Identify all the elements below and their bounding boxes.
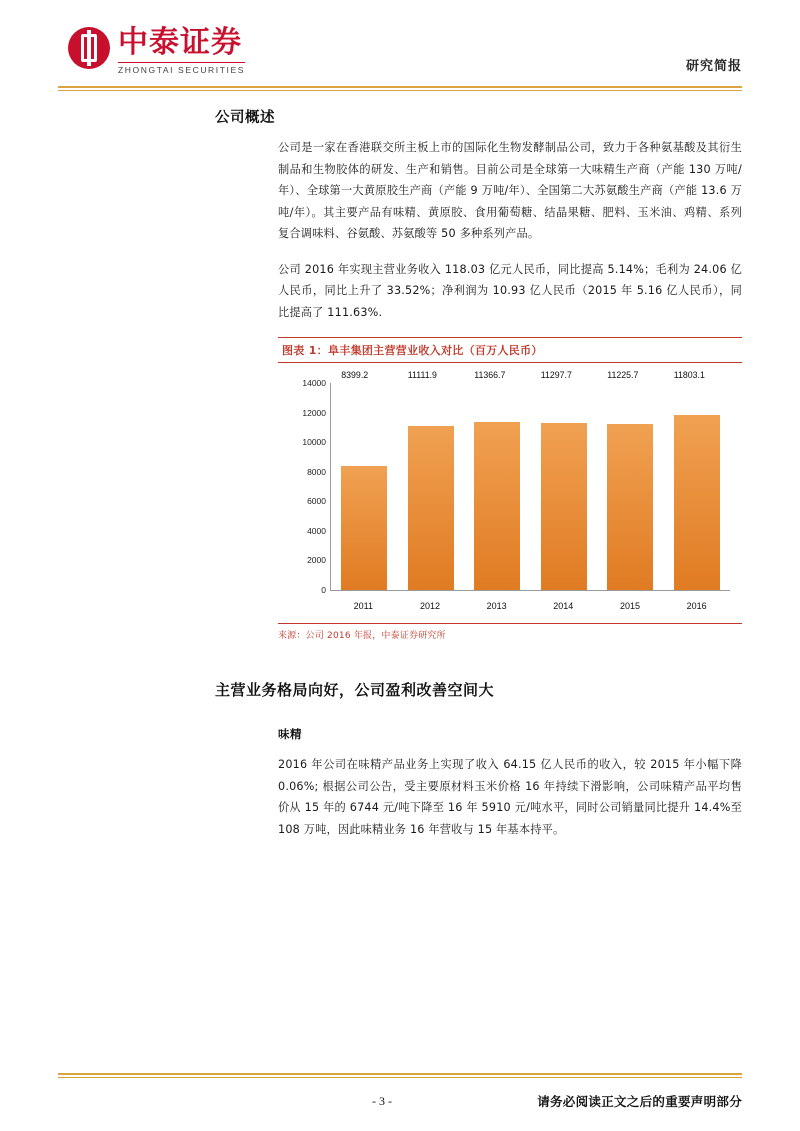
bar-2012 (407, 370, 454, 590)
y-tick-2000: 2000 (307, 555, 326, 566)
bar-2016 (673, 370, 720, 590)
company-logo (68, 27, 245, 75)
bar-chart (278, 369, 742, 621)
x-label-2012: 2012 (419, 601, 440, 611)
footer-divider-thin (58, 1077, 742, 1078)
chart-x-axis-labels (330, 601, 730, 611)
bar-column-2016 (673, 370, 720, 590)
y-tick-8000: 8000 (307, 466, 326, 477)
x-label-2013: 2013 (486, 601, 507, 611)
document-type-label: 研究简报 (685, 59, 742, 74)
chart-plot-area (302, 370, 730, 595)
bar-column-2013 (474, 370, 520, 590)
bar-value-2015: 11225.7 (607, 370, 639, 380)
subsection-heading-msg: 味精 (278, 727, 302, 741)
page-content (0, 100, 800, 854)
page-number: - 3 - (372, 1094, 392, 1108)
y-tick-4000: 4000 (307, 525, 326, 536)
paragraph-overview-2: 公司 2016 年实现主营业务收入 118.03 亿元人民币，同比提高 5.14%；毛利为 24.06 亿人民币，同比上升了 33.52%；净利润为 10.93 亿人民币（2015 年 5.16 亿人民币），同比提高了 111.63%. (278, 262, 742, 319)
y-tick-0: 0 (321, 585, 326, 595)
x-label-2016: 2016 (686, 601, 707, 611)
x-label-2011: 2011 (353, 601, 373, 611)
bar-value-2012: 11111.9 (407, 370, 437, 380)
header-divider (58, 86, 742, 88)
bar-column-2011 (341, 370, 387, 590)
bar-2011 (341, 370, 387, 590)
header-divider-thin (58, 90, 742, 91)
logo-chinese-name: 中泰证券 (118, 25, 242, 60)
paragraph-msg-1: 2016 年公司在味精产品业务上实现了收入 64.15 亿人民币的收入，较 2015 年小幅下降 0.06%; 根据公司公告，受主要原材料玉米价格 16 年持续下滑影响，公司味精产品平均售价从 15 年的 6744 元/吨下降至 16 年 5910 元/吨水平，同时公司销量同比提升 14.4%至 108 万吨，因此味精业务 16 年营收与 15 年基本持平。 (278, 758, 742, 836)
y-tick-14000: 14000 (302, 378, 326, 388)
figure-title: 图表 1：阜丰集团主营营业收入对比（百万人民币） (278, 337, 742, 363)
bar-2013 (474, 370, 520, 590)
section-heading-overview: 公司概述 (215, 110, 275, 126)
figure-source: 来源：公司 2016 年报，中泰证券研究所 (278, 623, 742, 641)
chart-bars (331, 370, 730, 590)
bar-column-2015 (607, 370, 653, 590)
bar-value-2014: 11297.7 (540, 370, 572, 380)
logo-english-name: ZHONGTAI SECURITIES (118, 62, 245, 75)
section-heading-business: 主营业务格局向好，公司盈利改善空间大 (215, 681, 495, 699)
logo-text (118, 27, 245, 75)
bar-value-2011: 8399.2 (341, 370, 369, 380)
y-tick-6000: 6000 (307, 496, 326, 507)
bar-column-2014 (540, 370, 587, 590)
figure-revenue-comparison (278, 337, 742, 641)
logo-mark-icon (68, 27, 110, 69)
y-tick-10000: 10000 (302, 437, 326, 448)
bar-2015 (607, 370, 653, 590)
footer-disclaimer: 请务必阅读正文之后的重要声明部分 (537, 1094, 742, 1109)
footer-divider (58, 1073, 742, 1075)
page-header (0, 0, 800, 92)
bar-2014 (540, 370, 587, 590)
x-label-2014: 2014 (553, 601, 574, 611)
bar-value-2016: 11803.1 (673, 370, 705, 380)
bar-value-2013: 11366.7 (474, 370, 506, 380)
bar-column-2012 (407, 370, 454, 590)
y-tick-12000: 12000 (302, 407, 326, 418)
paragraph-overview-1: 公司是一家在香港联交所主板上市的国际化生物发酵制品公司，致力于各种氨基酸及其衍生制品和生物胶体的研发、生产和销售。目前公司是全球第一大味精生产商（产能 130 万吨/年）、全球第一大黄原胶生产商（产能 9 万吨/年）、全国第二大苏氨酸生产商（产能 13.6 万吨/年）。其主要产品有味精、黄原胶、食用葡萄糖、结晶果糖、肥料、玉米油、鸡精、系列复合调味料、谷氨酸、苏氨酸等 50 多种系列产品。 (278, 141, 742, 240)
x-label-2015: 2015 (619, 601, 640, 611)
